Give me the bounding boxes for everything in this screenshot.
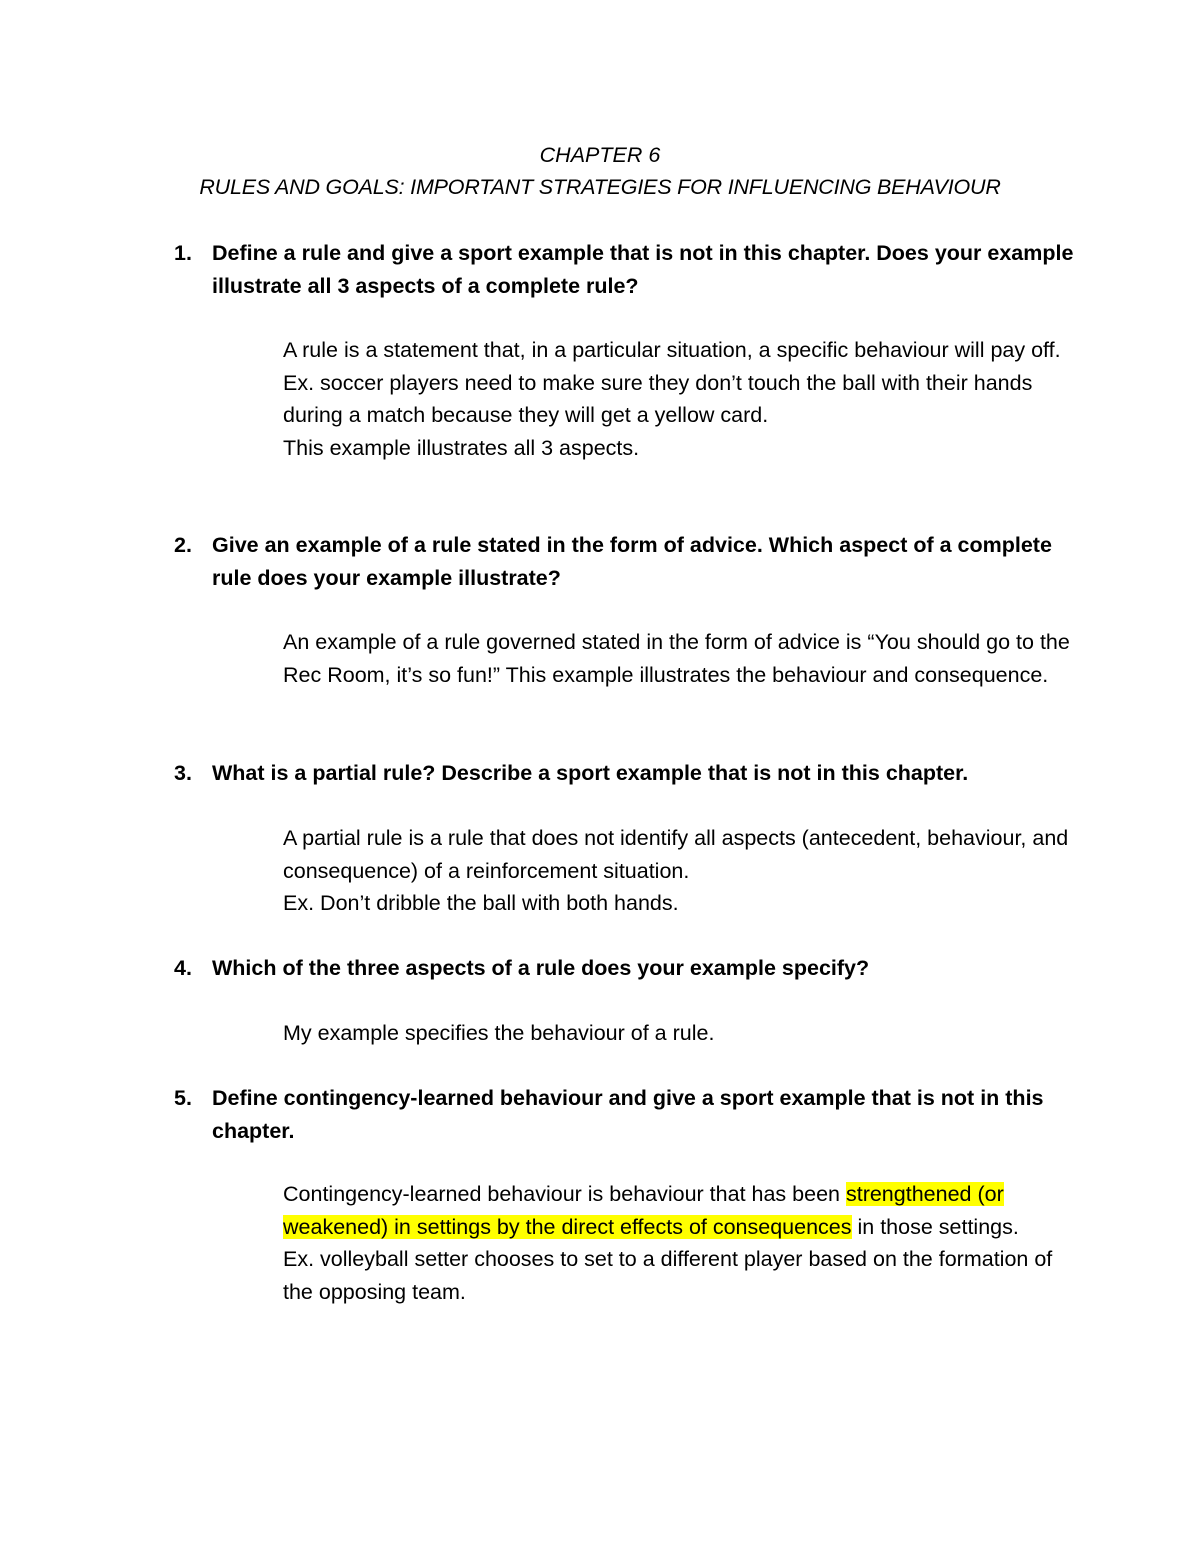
question-text: Define contingency-learned behaviour and give a sport example that is not in this chapter. — [212, 1086, 1044, 1143]
question-number: 5. — [174, 1086, 192, 1110]
question-text: What is a partial rule? Describe a sport example that is not in this chapter. — [212, 761, 969, 785]
question-text: Give an example of a rule stated in the form of advice. Which aspect of a complete rule does your example illustrate? — [212, 533, 1052, 590]
question-text: Define a rule and give a sport example that is not in this chapter. Does your example illustrate all 3 aspects of a complete rule? — [212, 241, 1074, 298]
question-number: 2. — [174, 533, 192, 557]
answer-paragraph: My example specifies the behaviour of a rule. — [283, 1021, 715, 1045]
question-number: 4. — [174, 956, 192, 980]
answer-1 — [283, 334, 1073, 464]
answer-paragraph: A rule is a statement that, in a particular situation, a specific behaviour will pay off. — [283, 338, 1061, 362]
question-1 — [174, 237, 1074, 302]
chapter-title: RULES AND GOALS: IMPORTANT STRATEGIES FOR INFLUENCING BEHAVIOUR — [199, 175, 1001, 199]
answer-4 — [283, 1017, 1073, 1050]
answer-5 — [283, 1178, 1073, 1308]
chapter-heading: CHAPTER 6 — [539, 143, 661, 167]
question-2 — [174, 529, 1074, 594]
question-number: 1. — [174, 241, 192, 265]
question-number: 3. — [174, 761, 192, 785]
answer-paragraph — [283, 1178, 1073, 1243]
answer-paragraph: An example of a rule governed stated in the form of advice is “You should go to the Rec Room, it’s so fun!” This example illustrates the behaviour and consequence. — [283, 630, 1070, 687]
answer-text: Contingency-learned behaviour is behaviour that has been — [283, 1182, 846, 1206]
answer-paragraph: This example illustrates all 3 aspects. — [283, 435, 640, 460]
question-3 — [174, 757, 1074, 790]
answer-paragraph: Ex. soccer players need to make sure they don’t touch the ball with their hands during a match because they will get a yellow card. — [283, 370, 1033, 427]
answer-2 — [283, 626, 1073, 691]
answer-paragraph: Ex. volleyball setter chooses to set to a different player based on the formation of the opposing team. — [283, 1247, 1053, 1304]
answer-paragraph: Ex. Don’t dribble the ball with both hands. — [283, 891, 679, 915]
answer-paragraph: A partial rule is a rule that does not identify all aspects (antecedent, behaviour, and consequence) of a reinforcement situation. — [283, 826, 1069, 883]
answer-text: in those settings. — [851, 1214, 1019, 1239]
question-5 — [174, 1082, 1074, 1147]
question-4 — [174, 952, 1074, 985]
answer-3 — [283, 822, 1073, 920]
question-text: Which of the three aspects of a rule does your example specify? — [212, 956, 870, 980]
highlighted-text: strengthened (or weakened) in settings by the direct effects of consequences — [283, 1182, 1004, 1239]
